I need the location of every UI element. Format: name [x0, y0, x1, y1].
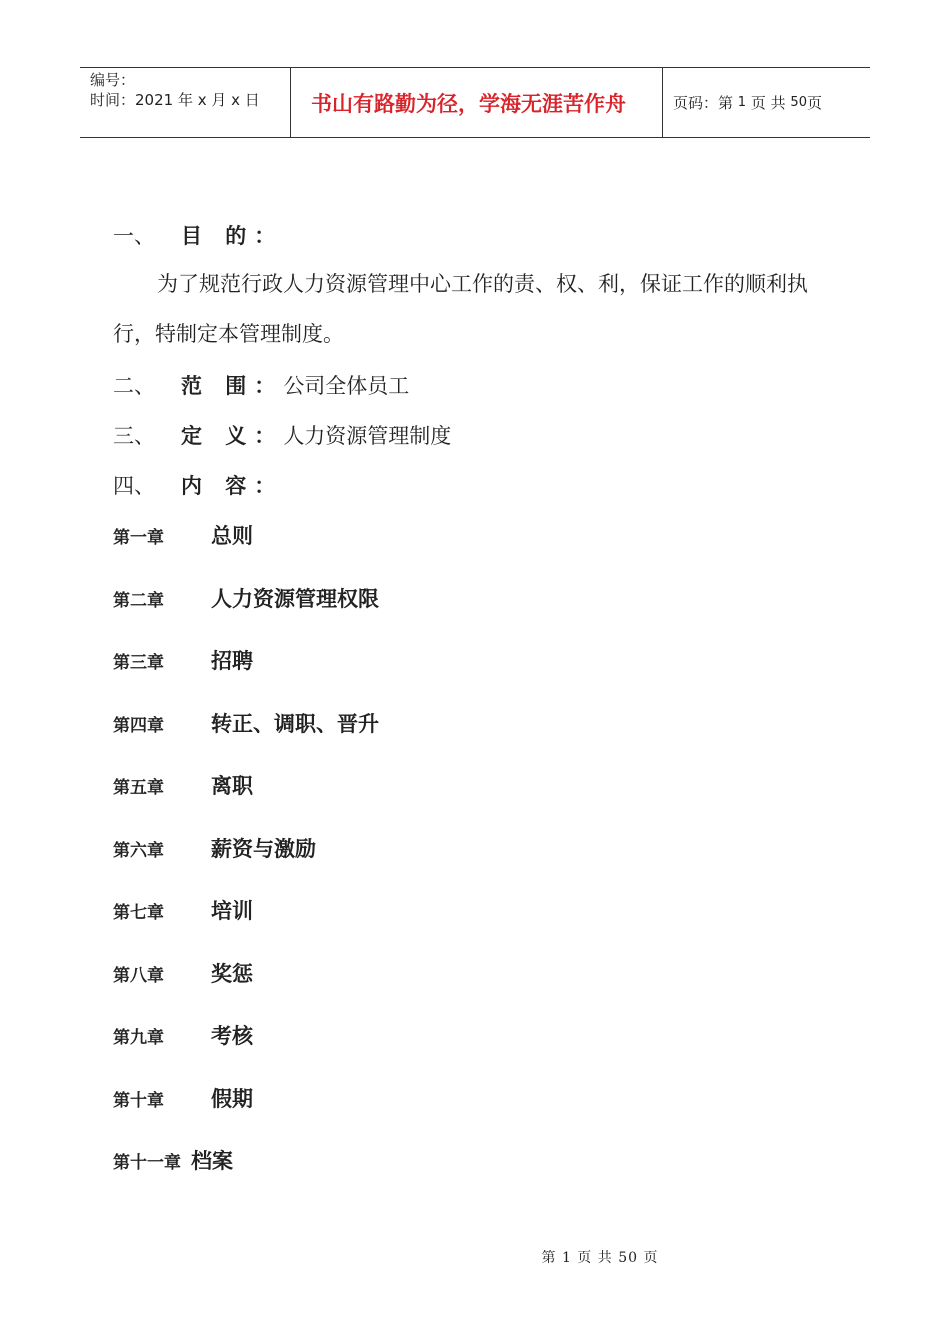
chapter-title: 招聘	[211, 649, 253, 673]
chapter-item	[113, 958, 253, 988]
chapter-number: 第四章	[113, 716, 164, 736]
chapter-number: 第十章	[113, 1091, 164, 1111]
section-definition	[113, 420, 451, 450]
section-number: 四、	[113, 474, 155, 498]
chapter-number: 第八章	[113, 966, 164, 986]
section-number: 三、	[113, 424, 155, 448]
chapter-title: 总则	[211, 524, 253, 548]
header-page-info	[663, 68, 870, 137]
section-label: 目 的：	[181, 223, 284, 248]
section-number: 一、	[113, 224, 155, 248]
chapter-item	[113, 1145, 233, 1175]
chapter-number: 第十一章	[113, 1153, 181, 1173]
page-footer: 第 1 页 共 50 页	[541, 1250, 659, 1266]
section-text: 人力资源管理制度	[283, 424, 452, 448]
chapter-title: 转正、调职、晋升	[211, 712, 379, 736]
chapter-title: 培训	[211, 899, 253, 923]
chapter-title: 薪资与激励	[211, 837, 316, 861]
document-time: 时间：2021 年 x 月 x 日	[90, 91, 260, 109]
chapter-number: 第九章	[113, 1028, 164, 1048]
chapter-title: 离职	[211, 774, 253, 798]
purpose-text: 为了规范行政人力资源管理中心工作的责、权、利，保证工作的顺利执行，特制定本管理制度。	[113, 272, 808, 346]
chapter-item	[113, 1083, 253, 1113]
chapter-item	[113, 708, 379, 738]
chapter-number: 第二章	[113, 591, 164, 611]
chapter-title: 人力资源管理权限	[211, 587, 379, 611]
document-number-label: 编号：	[90, 71, 136, 89]
chapter-item	[113, 895, 253, 925]
header-motto: 书山有路勤为径，学海无涯苦作舟	[291, 68, 663, 137]
page-number: 1	[737, 95, 747, 110]
purpose-paragraph	[113, 259, 843, 359]
section-label: 定 义：	[181, 423, 284, 448]
chapter-number: 第五章	[113, 778, 164, 798]
section-scope	[113, 370, 409, 400]
chapter-item	[113, 1020, 253, 1050]
chapter-item	[113, 645, 253, 675]
section-number: 二、	[113, 374, 155, 398]
page-mid: 页 共	[750, 94, 786, 112]
chapter-number: 第三章	[113, 653, 164, 673]
section-label: 内 容：	[181, 473, 284, 498]
page-total: 50	[790, 95, 807, 110]
chapter-item	[113, 770, 253, 800]
chapter-item	[113, 583, 379, 613]
chapter-title: 考核	[211, 1024, 253, 1048]
chapter-title: 假期	[211, 1087, 253, 1111]
chapter-title: 档案	[191, 1149, 233, 1173]
chapter-number: 第七章	[113, 903, 164, 923]
chapter-item	[113, 833, 316, 863]
page-prefix: 页码：第	[673, 94, 734, 112]
chapter-title: 奖惩	[211, 962, 253, 986]
header-meta	[80, 68, 291, 137]
chapter-number: 第六章	[113, 841, 164, 861]
chapter-number: 第一章	[113, 528, 164, 548]
header-table	[80, 67, 870, 138]
page-suffix: 页	[806, 94, 822, 112]
section-content	[113, 470, 283, 500]
chapter-item	[113, 520, 253, 550]
section-label: 范 围：	[181, 373, 284, 398]
section-purpose	[113, 220, 283, 250]
section-text: 公司全体员工	[283, 374, 410, 398]
